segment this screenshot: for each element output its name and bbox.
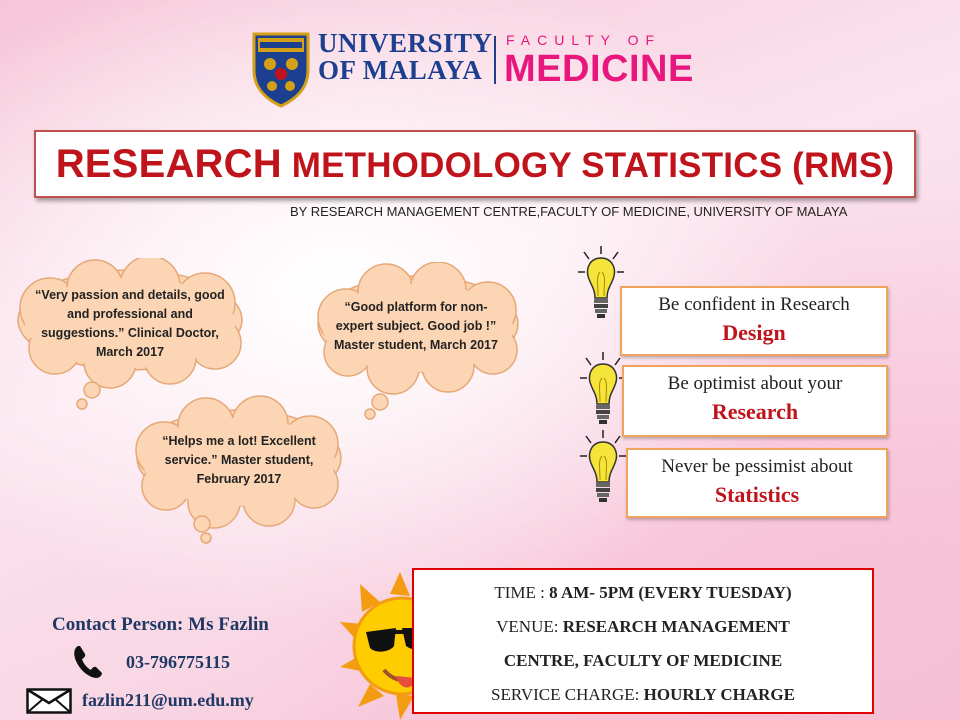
time-value: 8 AM- 5PM (EVERY TUESDAY) (549, 583, 792, 602)
schedule-venue-cont (414, 644, 872, 678)
envelope-icon (26, 688, 72, 714)
schedule-charge (414, 678, 872, 712)
faculty-name: MEDICINE (504, 48, 694, 90)
charge-label: SERVICE CHARGE: (491, 685, 644, 704)
venue-value-line2: CENTRE, FACULTY OF MEDICINE (503, 651, 783, 670)
lightbulb-icon (576, 244, 626, 334)
tip-line2: Design (722, 320, 786, 345)
logo-divider (494, 36, 496, 84)
page-subtitle: BY RESEARCH MANAGEMENT CENTRE,FACULTY OF MEDICINE, UNIVERSITY OF MALAYA (290, 204, 848, 219)
contact-phone[interactable]: 03-796775115 (126, 652, 231, 672)
tip-line1: Be optimist about your (667, 373, 843, 394)
university-name (318, 30, 493, 84)
contact-email[interactable]: fazlin211@um.edu.my (82, 690, 254, 710)
testimonial-cloud (124, 392, 364, 542)
testimonial-text: “Helps me a lot! Excellent service.” Master student, February 2017 (162, 434, 316, 486)
university-logo (250, 28, 694, 110)
schedule-time (414, 576, 872, 610)
faculty-label: FACULTY OF (506, 32, 662, 48)
testimonial-cloud (308, 262, 548, 412)
contact-person: Contact Person: Ms Fazlin (52, 614, 269, 635)
tip-line1: Be confident in Research (658, 294, 850, 315)
title-first-word: RESEARCH (55, 141, 282, 186)
university-name-line2: OF MALAYA (318, 55, 483, 85)
tip-box (620, 286, 888, 356)
tip-box (622, 365, 888, 437)
testimonial-text: “Very passion and details, good and professional and suggestions.” Clinical Doctor, March 2017 (35, 288, 225, 359)
schedule-venue (414, 610, 872, 644)
tip-line2: Statistics (714, 482, 800, 507)
university-crest-icon (250, 30, 312, 108)
university-name-line1: UNIVERSITY (318, 28, 493, 58)
time-label: TIME : (494, 583, 550, 602)
lightbulb-icon (578, 428, 628, 518)
tip-line1: Never be pessimist about (661, 456, 853, 477)
tip-line2: Research (711, 399, 799, 424)
venue-label: VENUE: (496, 617, 563, 636)
lightbulb-icon (578, 350, 628, 440)
schedule-box (412, 568, 874, 714)
title-rest: METHODOLOGY STATISTICS (RMS) (281, 145, 895, 185)
page-title (56, 142, 895, 187)
title-banner (34, 130, 916, 198)
charge-value: HOURLY CHARGE (643, 685, 795, 704)
tip-box (626, 448, 888, 518)
venue-value-line1: RESEARCH MANAGEMENT (562, 617, 790, 636)
phone-icon (72, 644, 104, 680)
testimonial-cloud (10, 258, 250, 408)
testimonial-text: “Good platform for non-expert subject. Good job !” Master student, March 2017 (334, 300, 498, 352)
